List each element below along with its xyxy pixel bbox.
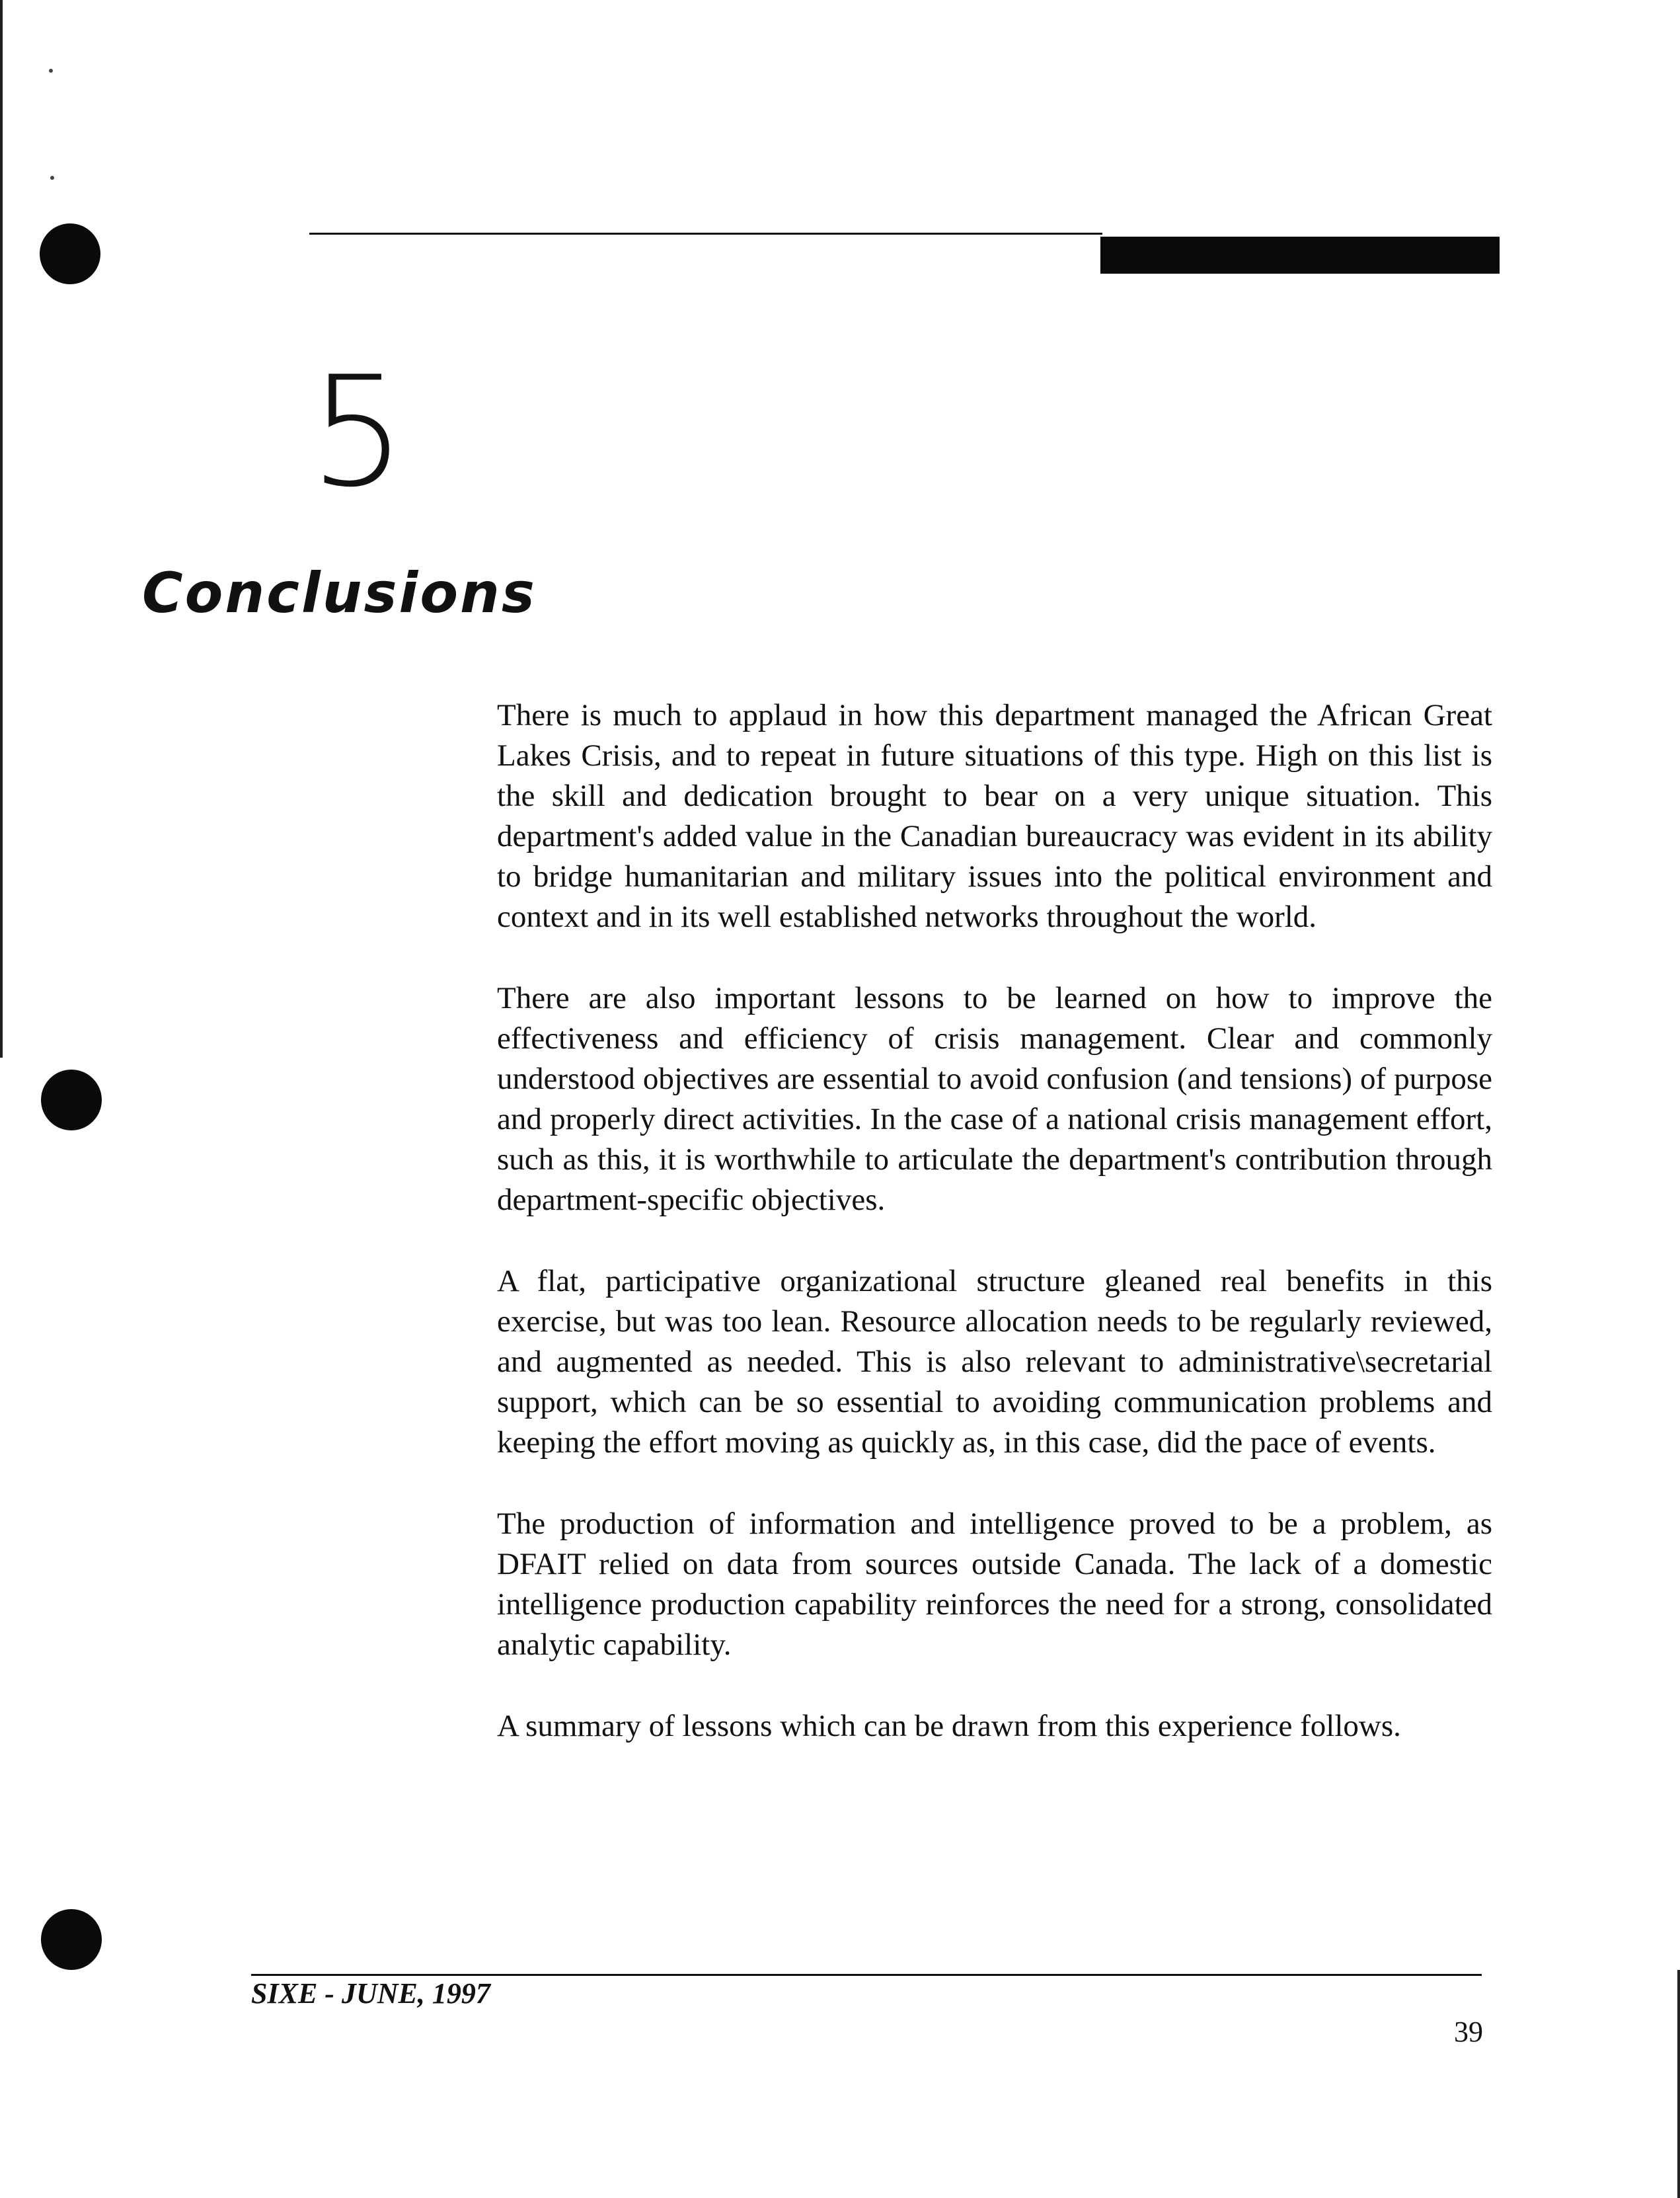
- body-text: [497, 695, 1492, 1747]
- chapter-number: 5: [309, 344, 406, 521]
- paragraph: There is much to applaud in how this department managed the African Great Lakes Crisis, and to repeat in future situations of this type. High on this list is the skill and dedication brought to bear on a very unique situation. This department's added value in the Canadian bureaucracy was evident in its ability to bridge humanitarian and military issues into the political environment and context and in its well established networks throughout the world.: [497, 698, 1492, 934]
- chapter-title: Conclusions: [142, 561, 537, 625]
- paragraph: A summary of lessons which can be drawn from this experience follows.: [497, 1709, 1401, 1743]
- paragraph: A flat, participative organizational structure gleaned real benefits in this exercise, but was too lean. Resource allocation needs to be regularly reviewed, and augmented as needed. This is also relevant to administrative\secretarial support, which can be so essential to avoiding communication problems and keeping the effort moving as quickly as, in this case, did the pace of events.: [497, 1264, 1492, 1460]
- paragraph: There are also important lessons to be learned on how to improve the effectiveness and efficiency of crisis management. Clear and commonly understood objectives are essential to avoid confusion (and tensions) of purpose and properly direct activities. In the case of a national crisis management effort, such as this, it is worthwhile to articulate the department's contribution through department-specific objectives.: [497, 981, 1492, 1217]
- footer-rule: [251, 1974, 1482, 1976]
- page-number: 39: [1454, 2016, 1483, 2048]
- scan-speck: [50, 176, 54, 180]
- footer-publication: SIXE - JUNE, 1997: [251, 1977, 490, 2010]
- paragraph: The production of information and intelligence proved to be a problem, as DFAIT relied on data from sources outside Canada. The lack of a domestic intelligence production capability reinforces the need for a strong, consolidated analytic capability.: [497, 1507, 1492, 1662]
- punch-hole: [41, 1070, 102, 1130]
- header-bar: [1100, 237, 1500, 274]
- punch-hole: [40, 223, 100, 284]
- scan-left-edge: [0, 0, 3, 1058]
- header-rule: [309, 233, 1102, 235]
- scan-right-edge: [1677, 1970, 1680, 2198]
- punch-hole: [41, 1909, 102, 1970]
- scan-speck: [49, 69, 53, 73]
